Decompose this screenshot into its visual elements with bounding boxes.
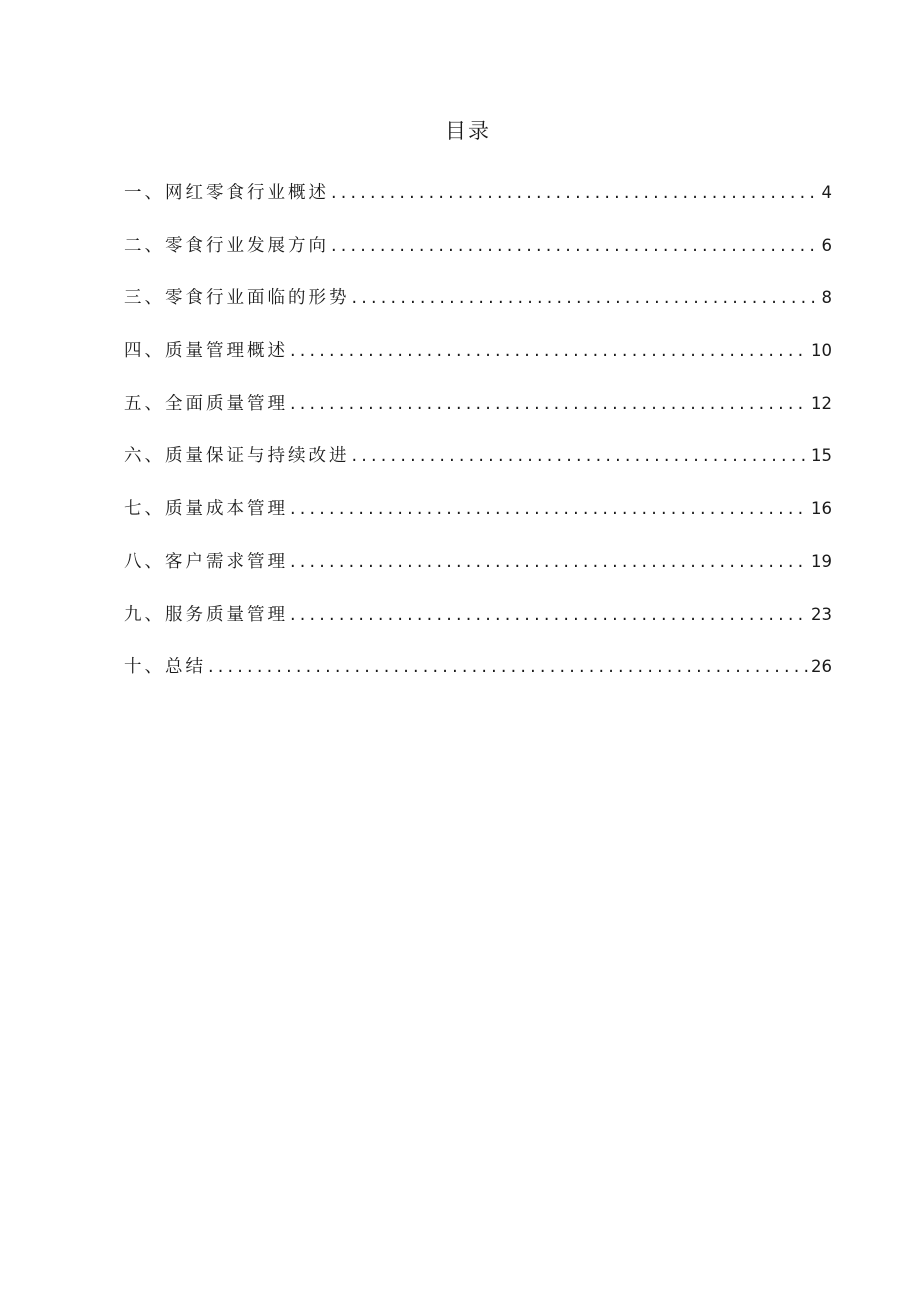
toc-entry-title[interactable]: 五、全面质量管理 xyxy=(124,393,288,414)
toc-entry-title[interactable]: 六、质量保证与持续改进 xyxy=(124,446,350,467)
toc-dot-leader xyxy=(290,547,808,577)
toc-entry-title[interactable]: 四、质量管理概述 xyxy=(124,341,288,362)
toc-entry[interactable] xyxy=(124,231,832,284)
toc-entry-title[interactable]: 三、零食行业面临的形势 xyxy=(124,288,350,309)
toc-entry[interactable] xyxy=(124,441,832,494)
toc-entry[interactable] xyxy=(124,336,832,389)
toc-list xyxy=(124,178,832,705)
toc-page-number[interactable]: 15 xyxy=(811,446,832,466)
toc-page-number[interactable]: 23 xyxy=(811,604,832,624)
toc-entry[interactable] xyxy=(124,652,832,705)
toc-entry[interactable] xyxy=(124,389,832,442)
toc-page-number[interactable]: 4 xyxy=(821,183,832,202)
toc-entry-title[interactable]: 七、质量成本管理 xyxy=(124,499,288,520)
toc-entry[interactable] xyxy=(124,600,832,653)
toc-dot-leader xyxy=(290,600,808,630)
toc-dot-leader xyxy=(331,231,819,261)
toc-entry-title[interactable]: 二、零食行业发展方向 xyxy=(124,235,329,256)
toc-page-number[interactable]: 6 xyxy=(821,235,832,255)
toc-entry[interactable] xyxy=(124,547,832,600)
toc-entry[interactable] xyxy=(124,494,832,547)
toc-entry-title[interactable]: 八、客户需求管理 xyxy=(124,551,288,572)
toc-page-number[interactable]: 26 xyxy=(811,657,832,677)
toc-dot-leader xyxy=(290,336,808,366)
toc-entry-title[interactable]: 一、网红零食行业概述 xyxy=(124,183,329,203)
toc-entry[interactable] xyxy=(124,283,832,336)
toc-page-number[interactable]: 10 xyxy=(811,341,832,361)
toc-entry[interactable] xyxy=(124,178,832,231)
toc-dot-leader xyxy=(290,389,808,419)
toc-page-number[interactable]: 8 xyxy=(821,288,832,308)
toc-title: 目录 xyxy=(445,119,491,143)
toc-dot-leader xyxy=(352,441,809,471)
toc-dot-leader xyxy=(290,494,808,524)
toc-page-number[interactable]: 19 xyxy=(811,551,832,571)
toc-dot-leader xyxy=(208,652,808,682)
toc-page-number[interactable]: 16 xyxy=(811,499,832,519)
toc-page-number[interactable]: 12 xyxy=(811,393,832,413)
toc-entry-title[interactable]: 九、服务质量管理 xyxy=(124,604,288,625)
toc-entry-title[interactable]: 十、总结 xyxy=(124,657,206,678)
toc-dot-leader xyxy=(331,178,819,208)
toc-dot-leader xyxy=(352,283,819,313)
